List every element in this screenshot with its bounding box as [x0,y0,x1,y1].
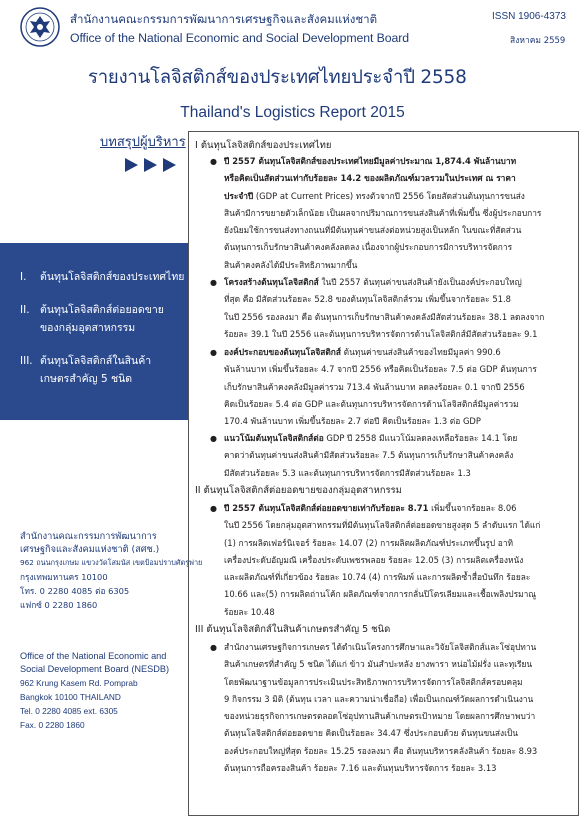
paragraph-line [224,691,572,708]
paragraph-line [224,708,572,725]
emphasis-text: ประจำปี [224,190,254,201]
paragraph-cost-overview [224,153,572,274]
paragraph-line [224,743,572,760]
arrow-decoration [125,157,182,176]
address-line: Bangkok 10100 THAILAND [20,692,121,702]
body-text: ร้อยละ 39.1 ในปี 2556 และต้นทุนการบริหารจัดการด้านโลจิสติกส์มีสัดส่วนร้อยละ 9.1 [224,328,538,339]
paragraph-line [224,239,572,256]
body-text: ร้อยละ 10.48 [224,606,275,617]
nav-label: ต้นทุนโลจิสติกส์ต่อยอดขาย [40,304,164,316]
paragraph-line [224,326,572,343]
body-text: 10.66 และ(5) การผลิตถ่านโค้ก ผลิตภัณฑ์จากการกลั่นปิโตรเลียมและเชื้อเพลิงปรมาณู [224,589,537,600]
body-text: พันล้านบาท เพิ่มขึ้นร้อยละ 4.7 จากปี 2556 หรือคิดเป็นร้อยละ 7.5 ต่อ GDP ต้นทุนการ [224,364,537,375]
body-text: ในปี 2556 รองลงมา คือ ต้นทุนการเก็บรักษาสินค้าคงคลังมีสัดส่วนร้อยละ 38.1 ลดลงจาก [224,311,545,322]
body-text: มีสัดส่วนร้อยละ 5.3 และต้นทุนการบริหารจัดการมีสัดส่วนร้อยละ 1.3 [224,467,471,478]
report-title-thai: รายงานโลจิสติกส์ของประเทศไทยประจำปี 2558 [88,67,467,88]
address-tel: โทร. 0 2280 4085 ต่อ 6305 [20,586,130,596]
report-title-english: Thailand's Logistics Report 2015 [180,104,405,121]
paragraph-line [224,274,572,291]
paragraph-cost-components [224,344,572,430]
paragraph-line [224,656,572,673]
garuda-emblem-icon [20,7,60,47]
triangle-arrow-icon [144,158,157,172]
emphasis-text: แนวโน้มต้นทุนโลจิสติกส์ต่อ [224,433,324,443]
body-text: ต้นทุนโลจิสติกส์ต่อยอดขาย คิดเป็นร้อยละ 34.47 ซึ่งประกอบด้วย ต้นทุนขนส่งเป็น [224,728,519,739]
triangle-arrow-icon [125,158,138,172]
org-name-english: Office of the National Economic and Social Development Board [70,31,409,45]
nav-label: ต้นทุนโลจิสติกส์ของประเทศไทย [40,271,185,283]
paragraph-line [224,552,572,569]
body-text: โดยพัฒนาฐานข้อมูลการประเมินประสิทธิภาพการบริหารจัดการโลจิสติกส์ครอบคลุม [224,676,523,687]
paragraph-line [224,344,572,361]
body-text: 9 กิจกรรม 3 มิติ (ต้นทุน เวลา และความน่าเชื่อถือ) เพื่อเป็นเกณฑ์วัดผลการดำเนินงาน [224,693,534,704]
paragraph-line [224,639,572,656]
paragraph-industry-cost [224,500,572,621]
address-english [20,650,169,732]
issn-number: ISSN 1906-4373 [492,11,566,22]
body-text: GDP ปี 2558 มีแนวโน้มลดลงเหลือร้อยละ 14.1 โดย [323,433,518,443]
body-text: องค์ประกอบใหญ่ที่สุด ร้อยละ 15.25 รองลงมา คือ ต้นทุนบริหารคลังสินค้า ร้อยละ 8.93 [224,745,538,756]
paragraph-cost-trend [224,430,572,482]
paragraph-line [224,188,572,205]
body-text: สินค้ามีการขยายตัวเล็กน้อย เป็นผลจากปริมาณการขนส่งสินค้าที่เพิ่มขึ้น ซึ่งผู้ประกอบการ [224,207,542,218]
nav-number: III. [20,355,33,367]
paragraph-line [224,586,572,603]
contents-nav-box [0,243,188,420]
emphasis-text: ปี 2557 ต้นทุนโลจิสติกส์ของประเทศไทยมีมูลค่าประมาณ 1,874.4 พันล้านบาท [224,156,517,166]
nav-label: เกษตรสำคัญ 5 ชนิด [40,373,133,385]
paragraph-line [224,379,572,396]
body-text: ของหน่วยธุรกิจการเกษตรตลอดโซ่อุปทานสินค้าเกษตรเป้าหมาย โดยผลการศึกษาพบว่า [224,711,536,722]
address-org-name: Office of the National Economic and [20,651,167,661]
body-text: สินค้าเกษตรที่สำคัญ 5 ชนิด ได้แก่ ข้าว มันสำปะหลัง ยางพารา หน่อไม้ฝรั่ง และทุเรียน [224,659,533,670]
bullet: ● [210,434,217,443]
body-text: เก็บรักษาสินค้าคงคลังมีมูลค่ารวม 713.4 พันล้านบาท ลดลงร้อยละ 0.1 จากปี 2556 [224,381,525,392]
body-text: คิดเป็นร้อยละ 5.4 ต่อ GDP และต้นทุนการบริหารจัดการด้านโลจิสติกส์มีมูลค่ารวม [224,398,519,409]
address-fax: แฟกซ์ 0 2280 1860 [20,600,98,610]
address-line: 962 ถนนกรุงเกษม แขวงวัดโสมนัส เขตป้อมปราบศัตรูพ่าย [20,558,203,567]
paragraph-line [224,413,572,430]
paragraph-line [224,569,572,586]
address-org-name: เศรษฐกิจและสังคมแห่งชาติ (สศช.) [20,544,160,555]
paragraph-line [224,257,572,274]
publication-date: สิงหาคม 2559 [510,36,566,46]
paragraph-line [224,396,572,413]
body-text: ต้นทุนค่าขนส่งสินค้าของไทยมีมูลค่า 990.6 [340,347,501,357]
paragraph-line [224,465,572,482]
paragraph-line [224,222,572,239]
paragraph-line [224,430,572,447]
org-name-thai: สำนักงานคณะกรรมการพัฒนาการเศรษฐกิจและสังคมแห่งชาติ [70,12,378,26]
bullet: ● [210,504,217,513]
address-tel: Tel. 0 2280 4085 ext. 6305 [20,706,118,716]
body-text: สินค้าคงคลังได้มีประสิทธิภาพมากขึ้น [224,259,358,270]
summary-content-box [188,131,579,816]
section-heading-3: III ต้นทุนโลจิสติกส์ในสินค้าเกษตรสำคัญ 5 ชนิด [195,624,391,635]
paragraph-line [224,153,572,170]
bullet: ● [210,643,217,652]
paragraph-line [224,447,572,464]
section-heading-1: I ต้นทุนโลจิสติกส์ของประเทศไทย [195,140,332,151]
address-org-name: Social Development Board (NESDB) [20,664,170,674]
emphasis-text: ปี 2557 ต้นทุนโลจิสติกส์ต่อยอดขายเท่ากับร้อยละ 8.71 [224,503,429,513]
nav-number: II. [20,304,30,316]
bullet: ● [210,278,217,287]
bullet: ● [210,157,217,166]
body-text: สำนักงานเศรษฐกิจการเกษตร ได้ดำเนินโครงการศึกษาและวิจัยโลจิสติกส์และโซ่อุปทาน [224,642,537,652]
emphasis-text: โครงสร้างต้นทุนโลจิสติกส์ [224,277,319,287]
section-heading-2: II ต้นทุนโลจิสติกส์ต่อยอดขายของกลุ่มอุตสาหกรรม [195,485,402,496]
paragraph-agri-cost [224,639,572,777]
emphasis-text: หรือคิดเป็นสัดส่วนเท่ากับร้อยละ 14.2 ของผลิตภัณฑ์มวลรวมในประเทศ ณ ราคา [224,173,516,184]
body-text: ในปี 2557 ต้นทุนค่าขนส่งสินค้ายังเป็นองค์ประกอบใหญ่ [318,277,522,287]
address-fax: Fax. 0 2280 1860 [20,720,85,730]
address-line: 962 Krung Kasem Rd. Pomprab [20,678,138,688]
paragraph-line [224,291,572,308]
body-text: และผลิตภัณฑ์ที่เกี่ยวข้อง ร้อยละ 10.74 (4) การพิมพ์ และการผลิตซ้ำสื่อบันทึก ร้อยละ [224,572,531,583]
emphasis-text: องค์ประกอบของต้นทุนโลจิสติกส์ [224,347,341,357]
body-text: ที่สุด คือ มีสัดส่วนร้อยละ 52.8 ของต้นทุนโลจิสติกส์รวม เพิ่มขึ้นจากร้อยละ 51.8 [224,294,511,305]
body-text: ต้นทุนการถือครองสินค้า ร้อยละ 7.16 และต้นทุนบริหารจัดการ ร้อยละ 3.13 [224,763,497,774]
paragraph-line [224,361,572,378]
body-text: ในปี 2556 โดยกลุ่มอุตสาหกรรมที่มีต้นทุนโลจิสติกส์ต่อยอดขายสูงสุด 5 ลำดับแรก ได้แก่ [224,520,541,531]
paragraph-line [224,170,572,187]
paragraph-line [224,205,572,222]
body-text: (1) การผลิตเฟอร์นิเจอร์ ร้อยละ 14.07 (2) การผลิตผลิตภัณฑ์ประเภทขึ้นรูป อาทิ [224,537,514,548]
nav-number: I. [20,271,27,283]
paragraph-line [224,674,572,691]
address-thai [20,530,202,612]
bullet: ● [210,348,217,357]
nav-label: ของกลุ่มอุตสาหกรรม [40,322,136,334]
body-text: เครื่องประดับอัญมณี เครื่องประดับเพชรพลอย ร้อยละ 12.05 (3) การผลิตเครื่องหนัง [224,554,524,565]
body-text: คาดว่าต้นทุนค่าขนส่งสินค้ามีสัดส่วนร้อยละ 7.5 ต้นทุนการเก็บรักษาสินค้าคงคลัง [224,450,514,461]
paragraph-line [224,517,572,534]
address-line: กรุงเทพมหานคร 10100 [20,572,108,582]
body-text: ยังนิยมใช้การขนส่งทางถนนที่มีต้นทุนค่าขนส่งต่อหน่วยสูงเป็นหลัก ในขณะที่สัดส่วน [224,225,522,236]
paragraph-line [224,760,572,777]
triangle-arrow-icon [163,158,176,172]
paragraph-line [224,535,572,552]
address-org-name: สำนักงานคณะกรรมการพัฒนาการ [20,531,157,542]
body-text: เพิ่มขึ้นจากร้อยละ 8.06 [428,503,517,513]
executive-summary-heading: บทสรุปผู้บริหาร [100,135,186,150]
nav-label: ต้นทุนโลจิสติกส์ในสินค้า [40,355,152,367]
paragraph-line [224,309,572,326]
paragraph-line [224,604,572,621]
paragraph-line [224,725,572,742]
body-text: 170.4 พันล้านบาท เพิ่มขึ้นร้อยละ 2.7 ต่อปี คิดเป็นร้อยละ 1.3 ต่อ GDP [224,416,481,427]
body-text: (GDP at Current Prices) ทรงตัวจากปี 2556 โดยสัดส่วนต้นทุนการขนส่ง [253,190,525,201]
body-text: ต้นทุนการเก็บรักษาสินค้าคงคลังลดลง เนื่องจากผู้ประกอบการมีการบริหารจัดการ [224,242,513,253]
paragraph-cost-structure [224,274,572,343]
paragraph-line [224,500,572,517]
